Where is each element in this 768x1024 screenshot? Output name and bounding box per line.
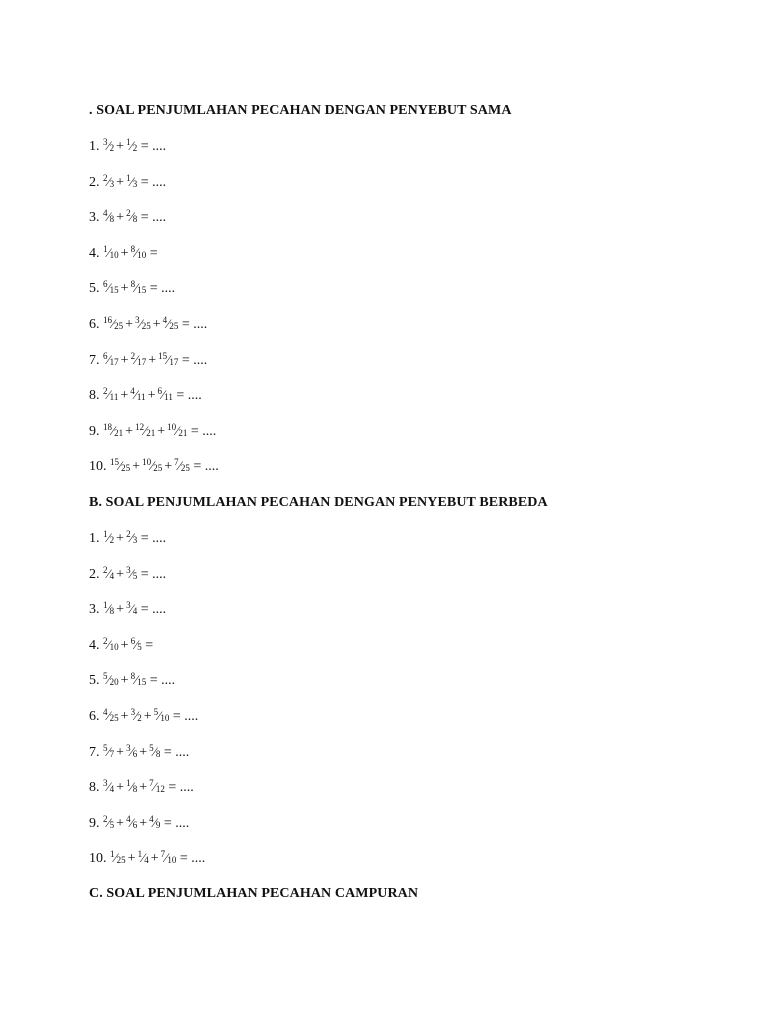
problem-item xyxy=(89,742,190,760)
fraction xyxy=(126,742,138,760)
fraction-denominator: 25 xyxy=(169,321,179,331)
answer-blank: = .... xyxy=(187,423,217,439)
fraction xyxy=(126,813,138,831)
problem-number: 3. xyxy=(89,210,103,226)
fraction-denominator: 25 xyxy=(116,855,126,866)
answer-blank: = .... xyxy=(137,139,167,154)
fraction-slash: ⁄ xyxy=(142,850,145,866)
fraction-numerator: 3 xyxy=(130,707,136,717)
fraction-slash: ⁄ xyxy=(135,708,138,723)
fraction-numerator: 6 xyxy=(103,350,108,361)
fraction-denominator: 10 xyxy=(109,641,119,652)
answer-blank: = .... xyxy=(178,352,208,368)
answer-blank: = xyxy=(141,637,154,653)
fraction-denominator: 15 xyxy=(137,285,147,296)
fraction-denominator: 21 xyxy=(114,427,124,438)
fraction-numerator: 15 xyxy=(110,457,119,468)
fraction-slash: ⁄ xyxy=(112,422,115,438)
fraction-numerator: 2 xyxy=(103,564,108,575)
fraction-denominator: 10 xyxy=(160,713,170,723)
fraction-numerator: 7 xyxy=(174,457,179,468)
fraction xyxy=(103,709,119,724)
problem-item xyxy=(89,243,158,261)
fraction-denominator: 11 xyxy=(136,392,146,403)
plus-sign: + xyxy=(120,388,129,404)
fraction-numerator: 2 xyxy=(103,386,108,397)
fraction-slash: ⁄ xyxy=(107,601,110,617)
fraction-denominator: 25 xyxy=(180,463,190,474)
fraction-numerator: 7 xyxy=(160,849,166,860)
fraction-denominator: 11 xyxy=(164,392,173,403)
problem-number: 9. xyxy=(89,815,100,831)
fraction xyxy=(110,459,130,474)
plus-sign: + xyxy=(116,531,125,546)
fraction-slash: ⁄ xyxy=(107,565,110,581)
plus-sign: + xyxy=(127,851,136,867)
fraction-slash: ⁄ xyxy=(158,708,161,723)
fraction xyxy=(154,709,170,724)
fraction-slash: ⁄ xyxy=(153,779,156,795)
fraction xyxy=(126,780,137,795)
plus-sign: + xyxy=(125,423,134,439)
fraction-numerator: 6 xyxy=(103,279,108,290)
fraction-slash: ⁄ xyxy=(167,316,170,331)
fraction-denominator: 2 xyxy=(109,143,115,153)
fraction-denominator: 5 xyxy=(137,641,142,652)
plus-sign: + xyxy=(120,352,129,368)
fraction-slash: ⁄ xyxy=(162,387,165,403)
fraction xyxy=(130,243,147,261)
plus-sign: + xyxy=(152,317,161,332)
fraction-denominator: 17 xyxy=(109,356,119,367)
fraction-numerator: 12 xyxy=(135,421,145,432)
fraction-slash: ⁄ xyxy=(130,743,133,759)
fraction-denominator: 25 xyxy=(141,321,151,331)
fraction-slash: ⁄ xyxy=(107,779,110,795)
fraction-numerator: 6 xyxy=(157,386,162,397)
fraction-denominator: 17 xyxy=(137,356,147,367)
fraction-denominator: 3 xyxy=(132,535,138,545)
fraction xyxy=(103,281,119,296)
fraction-numerator: 2 xyxy=(126,208,131,219)
fraction-slash: ⁄ xyxy=(165,850,168,866)
fraction-denominator: 3 xyxy=(109,178,115,189)
fraction xyxy=(103,602,114,617)
problem-item xyxy=(89,317,207,332)
problem-number: 5. xyxy=(89,281,100,297)
fraction xyxy=(126,564,138,582)
fraction-denominator: 2 xyxy=(137,713,142,723)
problem-number: 2. xyxy=(89,174,100,190)
fraction xyxy=(103,742,115,760)
fraction xyxy=(103,421,124,439)
plus-sign: + xyxy=(147,388,156,404)
plus-sign: + xyxy=(150,851,159,867)
fraction xyxy=(130,388,145,403)
fraction-denominator: 8 xyxy=(132,214,138,225)
plus-sign: + xyxy=(116,744,125,760)
fraction xyxy=(126,531,137,546)
plus-sign: + xyxy=(120,281,129,297)
fraction-slash: ⁄ xyxy=(135,244,138,260)
plus-sign: + xyxy=(125,317,134,332)
fraction-slash: ⁄ xyxy=(107,244,110,260)
fraction xyxy=(135,421,156,439)
fraction-slash: ⁄ xyxy=(153,743,156,759)
fraction-numerator: 1 xyxy=(126,137,131,147)
fraction-numerator: 15 xyxy=(158,350,168,361)
fraction-slash: ⁄ xyxy=(153,814,156,830)
problem-item xyxy=(89,635,154,653)
fraction xyxy=(149,742,161,760)
fraction-slash: ⁄ xyxy=(119,458,122,474)
fraction-denominator: 10 xyxy=(109,249,119,260)
fraction xyxy=(130,635,142,653)
fraction-slash: ⁄ xyxy=(135,672,138,688)
fraction-denominator: 4 xyxy=(144,855,149,866)
fraction-numerator: 5 xyxy=(149,742,154,753)
answer-blank: = .... xyxy=(160,815,190,831)
fraction xyxy=(103,317,123,332)
fraction xyxy=(126,210,137,225)
problem-item xyxy=(89,350,208,368)
plus-sign: + xyxy=(116,566,125,582)
fraction xyxy=(103,210,114,225)
fraction-slash: ⁄ xyxy=(167,351,170,367)
fraction xyxy=(103,139,114,154)
fraction-numerator: 4 xyxy=(149,813,154,824)
fraction-denominator: 5 xyxy=(132,570,138,581)
fraction-slash: ⁄ xyxy=(107,351,110,367)
fraction-numerator: 16 xyxy=(103,315,112,325)
plus-sign: + xyxy=(120,709,129,724)
fraction xyxy=(103,564,115,582)
fraction-denominator: 3 xyxy=(132,178,138,189)
fraction-numerator: 3 xyxy=(126,742,131,753)
plus-sign: + xyxy=(116,602,125,618)
fraction xyxy=(110,851,126,866)
fraction-numerator: 3 xyxy=(103,137,108,147)
fraction-numerator: 1 xyxy=(126,778,131,789)
fraction-slash: ⁄ xyxy=(107,280,110,296)
fraction-slash: ⁄ xyxy=(144,422,147,438)
problem-number: 1. xyxy=(89,531,100,546)
fraction xyxy=(103,172,115,190)
plus-sign: + xyxy=(120,245,129,261)
fraction-slash: ⁄ xyxy=(107,138,110,153)
problem-item xyxy=(89,851,205,866)
fraction-numerator: 1 xyxy=(103,529,108,539)
fraction-slash: ⁄ xyxy=(151,458,154,474)
section-heading: C. SOAL PENJUMLAHAN PECAHAN CAMPURAN xyxy=(89,886,419,901)
fraction-denominator: 9 xyxy=(155,819,161,830)
answer-blank: = .... xyxy=(146,281,176,297)
fraction-denominator: 25 xyxy=(109,713,119,723)
fraction-slash: ⁄ xyxy=(135,636,138,652)
fraction-slash: ⁄ xyxy=(130,814,133,830)
plus-sign: + xyxy=(116,139,125,154)
plus-sign: + xyxy=(139,780,148,796)
fraction-denominator: 4 xyxy=(132,606,138,617)
plus-sign: + xyxy=(139,744,148,760)
problem-item xyxy=(89,709,198,724)
fraction-numerator: 8 xyxy=(130,279,136,290)
answer-blank: = .... xyxy=(172,388,202,404)
fraction-slash: ⁄ xyxy=(107,743,110,759)
fraction-denominator: 15 xyxy=(137,677,147,688)
fraction-denominator: 25 xyxy=(153,463,163,474)
fraction-numerator: 1 xyxy=(103,243,108,254)
fraction-slash: ⁄ xyxy=(130,173,133,189)
problem-item xyxy=(89,602,166,617)
fraction-slash: ⁄ xyxy=(130,209,133,225)
fraction xyxy=(142,459,162,474)
fraction xyxy=(126,602,137,617)
fraction-slash: ⁄ xyxy=(107,173,110,189)
fraction-numerator: 5 xyxy=(153,707,159,717)
fraction xyxy=(130,350,147,368)
problem-item xyxy=(89,388,202,403)
problem-number: 4. xyxy=(89,245,100,261)
answer-blank: = .... xyxy=(137,210,167,226)
answer-blank: = .... xyxy=(137,602,167,618)
fraction-slash: ⁄ xyxy=(176,422,179,438)
problem-number: 5. xyxy=(89,673,100,689)
problem-number: 6. xyxy=(89,317,100,332)
problem-item xyxy=(89,139,166,154)
fraction-slash: ⁄ xyxy=(134,387,137,403)
problem-item xyxy=(89,673,175,688)
plus-sign: + xyxy=(116,815,125,831)
fraction-numerator: 1 xyxy=(126,172,131,183)
fraction-numerator: 10 xyxy=(142,457,152,468)
fraction-slash: ⁄ xyxy=(107,708,110,723)
fraction-slash: ⁄ xyxy=(135,351,138,367)
problem-number: 7. xyxy=(89,352,103,368)
answer-blank: = .... xyxy=(164,780,194,796)
fraction-denominator: 21 xyxy=(178,427,188,438)
problem-item xyxy=(89,210,166,225)
fraction-numerator: 2 xyxy=(130,350,136,361)
fraction-numerator: 2 xyxy=(126,529,131,539)
fraction-numerator: 6 xyxy=(130,635,136,646)
plus-sign: + xyxy=(143,709,152,724)
problem-item xyxy=(89,813,190,831)
fraction xyxy=(149,813,161,831)
fraction-denominator: 12 xyxy=(155,784,165,795)
plus-sign: + xyxy=(120,637,129,653)
answer-blank: = .... xyxy=(137,531,167,546)
fraction xyxy=(103,388,118,403)
fraction xyxy=(131,281,147,296)
fraction-denominator: 25 xyxy=(114,321,124,331)
fraction-slash: ⁄ xyxy=(107,209,110,225)
fraction-numerator: 3 xyxy=(103,778,108,789)
fraction-denominator: 4 xyxy=(109,784,115,795)
problem-number: 7. xyxy=(89,744,103,760)
problem-number: 10. xyxy=(89,851,107,867)
fraction-denominator: 11 xyxy=(109,392,119,403)
fraction-denominator: 6 xyxy=(132,748,138,759)
fraction xyxy=(103,635,119,653)
fraction-numerator: 5 xyxy=(103,742,108,753)
fraction-denominator: 6 xyxy=(132,819,138,830)
fraction xyxy=(103,813,115,831)
fraction-denominator: 21 xyxy=(146,427,156,438)
fraction xyxy=(161,851,177,866)
fraction-denominator: 5 xyxy=(109,819,115,830)
fraction-numerator: 2 xyxy=(103,635,108,646)
fraction-slash: ⁄ xyxy=(112,316,115,331)
fraction-denominator: 25 xyxy=(121,463,131,474)
fraction xyxy=(158,350,179,368)
fraction xyxy=(174,459,190,474)
fraction-slash: ⁄ xyxy=(130,601,133,617)
problem-number: 9. xyxy=(89,423,100,439)
fraction-numerator: 5 xyxy=(103,671,108,682)
answer-blank: = .... xyxy=(137,566,167,582)
fraction-slash: ⁄ xyxy=(107,530,110,545)
plus-sign: + xyxy=(157,423,166,439)
fraction xyxy=(131,673,147,688)
fraction-denominator: 2 xyxy=(109,535,115,545)
problem-item xyxy=(89,281,175,296)
answer-blank: = .... xyxy=(146,673,176,689)
fraction-numerator: 2 xyxy=(103,813,108,824)
fraction xyxy=(138,851,149,866)
fraction-slash: ⁄ xyxy=(130,530,133,545)
problem-item xyxy=(89,459,219,474)
fraction-denominator: 7 xyxy=(109,748,115,759)
fraction xyxy=(126,139,137,154)
fraction-slash: ⁄ xyxy=(130,779,133,795)
problem-item xyxy=(89,780,194,795)
answer-blank: = .... xyxy=(169,709,199,724)
fraction xyxy=(103,780,114,795)
fraction-denominator: 8 xyxy=(109,214,115,225)
fraction-denominator: 17 xyxy=(169,356,179,367)
fraction-denominator: 4 xyxy=(109,570,115,581)
fraction-numerator: 1 xyxy=(137,849,143,860)
fraction-denominator: 8 xyxy=(155,748,161,759)
answer-blank: = .... xyxy=(178,317,208,332)
problem-number: 10. xyxy=(89,459,107,475)
answer-blank: = .... xyxy=(137,174,167,190)
problem-item xyxy=(89,421,217,439)
problem-number: 3. xyxy=(89,602,103,618)
fraction-numerator: 10 xyxy=(167,421,177,432)
fraction-slash: ⁄ xyxy=(107,636,110,652)
fraction-denominator: 20 xyxy=(109,677,119,688)
fraction-slash: ⁄ xyxy=(107,387,110,403)
fraction-numerator: 4 xyxy=(103,208,108,219)
problem-number: 6. xyxy=(89,709,100,724)
fraction xyxy=(163,317,179,332)
fraction xyxy=(103,531,114,546)
fraction-numerator: 8 xyxy=(130,243,136,254)
fraction-numerator: 8 xyxy=(130,671,136,682)
problem-item xyxy=(89,564,167,582)
problem-number: 8. xyxy=(89,388,100,404)
fraction-slash: ⁄ xyxy=(114,850,117,866)
fraction-numerator: 4 xyxy=(126,813,131,824)
fraction xyxy=(126,172,138,190)
fraction-numerator: 18 xyxy=(103,421,112,432)
problem-item xyxy=(89,531,166,546)
fraction xyxy=(103,243,119,261)
fraction-slash: ⁄ xyxy=(107,672,110,688)
fraction-denominator: 2 xyxy=(132,143,138,153)
fraction-numerator: 1 xyxy=(103,600,108,611)
fraction-numerator: 4 xyxy=(130,386,135,397)
fraction-slash: ⁄ xyxy=(135,280,138,296)
fraction-slash: ⁄ xyxy=(130,565,133,581)
fraction xyxy=(149,780,165,795)
fraction-slash: ⁄ xyxy=(178,458,181,474)
section-heading: . SOAL PENJUMLAHAN PECAHAN DENGAN PENYEBUT SAMA xyxy=(89,103,512,118)
fraction-numerator: 1 xyxy=(110,849,115,860)
plus-sign: + xyxy=(139,815,148,831)
plus-sign: + xyxy=(164,459,173,475)
section-heading: B. SOAL PENJUMLAHAN PECAHAN DENGAN PENYEBUT BERBEDA xyxy=(89,495,548,510)
fraction xyxy=(135,317,151,332)
fraction-numerator: 3 xyxy=(135,315,140,325)
fraction-denominator: 8 xyxy=(109,606,115,617)
fraction xyxy=(131,709,142,724)
fraction xyxy=(158,388,173,403)
plus-sign: + xyxy=(116,174,125,190)
fraction-denominator: 8 xyxy=(132,784,138,795)
problem-item xyxy=(89,172,167,190)
answer-blank: = .... xyxy=(160,744,190,760)
fraction xyxy=(167,421,188,439)
fraction-denominator: 10 xyxy=(137,249,147,260)
plus-sign: + xyxy=(132,459,141,475)
problem-number: 2. xyxy=(89,566,100,582)
fraction-slash: ⁄ xyxy=(139,316,142,331)
fraction-numerator: 4 xyxy=(103,707,108,717)
fraction-slash: ⁄ xyxy=(130,138,133,153)
fraction xyxy=(103,673,119,688)
problem-number: 1. xyxy=(89,139,100,154)
fraction-numerator: 2 xyxy=(103,172,108,183)
fraction-slash: ⁄ xyxy=(107,814,110,830)
answer-blank: = .... xyxy=(189,459,219,475)
plus-sign: + xyxy=(116,210,125,226)
problem-number: 4. xyxy=(89,637,100,653)
plus-sign: + xyxy=(120,673,129,689)
fraction-numerator: 4 xyxy=(162,315,168,325)
fraction-denominator: 10 xyxy=(167,855,177,866)
fraction-numerator: 3 xyxy=(126,600,131,611)
fraction xyxy=(103,350,119,368)
plus-sign: + xyxy=(116,780,125,796)
fraction-numerator: 7 xyxy=(149,778,154,789)
fraction-denominator: 15 xyxy=(109,285,119,296)
answer-blank: = xyxy=(146,245,158,261)
plus-sign: + xyxy=(148,352,157,368)
answer-blank: = .... xyxy=(176,851,206,867)
problem-number: 8. xyxy=(89,780,100,796)
fraction-numerator: 3 xyxy=(126,564,131,575)
